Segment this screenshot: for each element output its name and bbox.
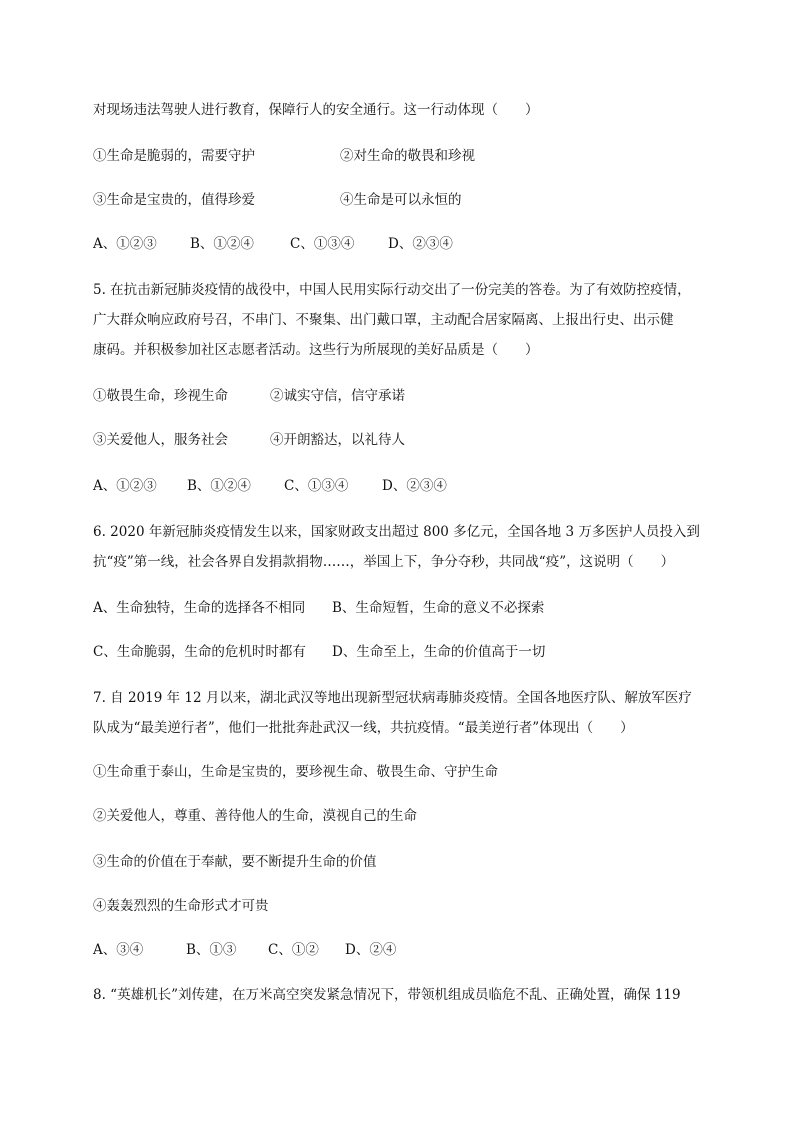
q7-choice-a: A、③④ — [93, 942, 144, 958]
q7-statement-2: ②关爱他人，尊重、善待他人的生命，漠视自己的生命 — [93, 808, 417, 824]
q7-choice-c: C、①② — [268, 942, 319, 958]
q7-stem-line-2: 队成为“最美逆行者”，他们一批批奔赴武汉一线，共抗疫情。“最美逆行者”体现出（ ） — [93, 720, 634, 736]
q4-stem-line: 对现场违法驾驶人进行教育，保障行人的安全通行。这一行动体现（ ） — [93, 102, 539, 118]
q5-statement-1: ①敬畏生命，珍视生命 — [93, 388, 228, 404]
q7-stem-line-1: 7. 自 2019 年 12 月以来，湖北武汉等地出现新型冠状病毒肺炎疫情。全国各地医疗队、解放军医疗 — [93, 690, 692, 706]
q7-statement-4: ④轰轰烈烈的生命形式才可贵 — [93, 898, 269, 914]
q7-choice-b: B、①③ — [186, 942, 237, 958]
q4-statement-2: ②对生命的敬畏和珍视 — [340, 148, 475, 164]
q5-choice-c: C、①③④ — [284, 478, 349, 494]
q5-statement-2: ②诚实守信，信守承诺 — [270, 388, 405, 404]
q8-stem-line-1: 8. “英雄机长”刘传建，在万米高空突发紧急情况下，带领机组成员临危不乱、正确处置，确保 119 — [93, 987, 681, 1003]
q5-stem-line-2: 广大群众响应政府号召，不串门、不聚集、出门戴口罩，主动配合居家隔离、上报出行史、出示健 — [93, 312, 674, 328]
q5-choice-d: D、②③④ — [382, 478, 447, 494]
q4-choice-d: D、②③④ — [388, 236, 453, 252]
q7-statement-1: ①生命重于泰山，生命是宝贵的，要珍视生命、敬畏生命、守护生命 — [93, 764, 498, 780]
q4-choice-b: B、①②④ — [190, 236, 254, 252]
q4-choice-a: A、①②③ — [93, 236, 157, 252]
q6-choice-a: A、生命独特，生命的选择各不相同 — [93, 600, 306, 616]
q5-choice-a: A、①②③ — [93, 478, 157, 494]
q4-statement-1: ①生命是脆弱的，需要守护 — [93, 148, 255, 164]
q4-statement-3: ③生命是宝贵的，值得珍爱 — [93, 192, 255, 208]
q6-stem-line-2: 抗“疫”第一线，社会各界自发捐款捐物……，举国上下，争分夺秒，共同战“疫”，这说明（ ） — [93, 554, 675, 570]
q4-statement-4: ④生命是可以永恒的 — [340, 192, 462, 208]
q6-choice-b: B、生命短暂，生命的意义不必探索 — [332, 600, 545, 616]
q6-stem-line-1: 6. 2020 年新冠肺炎疫情发生以来，国家财政支出超过 800 多亿元，全国各地 3 万多医护人员投入到 — [93, 524, 700, 540]
q6-choice-c: C、生命脆弱，生命的危机时时都有 — [93, 644, 306, 660]
q7-choice-d: D、②④ — [345, 942, 397, 958]
q5-statement-3: ③关爱他人，服务社会 — [93, 432, 228, 448]
q7-statement-3: ③生命的价值在于奉献，要不断提升生命的价值 — [93, 854, 377, 870]
q6-choice-d: D、生命至上，生命的价值高于一切 — [332, 644, 546, 660]
q5-stem-line-3: 康码。并积极参加社区志愿者活动。这些行为所展现的美好品质是（ ） — [93, 342, 539, 358]
q5-statement-4: ④开朗豁达，以礼待人 — [270, 432, 405, 448]
q4-choice-c: C、①③④ — [290, 236, 355, 252]
q5-choice-b: B、①②④ — [187, 478, 251, 494]
q5-stem-line-1: 5. 在抗击新冠肺炎疫情的战役中，中国人民用实际行动交出了一份完美的答卷。为了有效防控疫情， — [93, 282, 691, 298]
